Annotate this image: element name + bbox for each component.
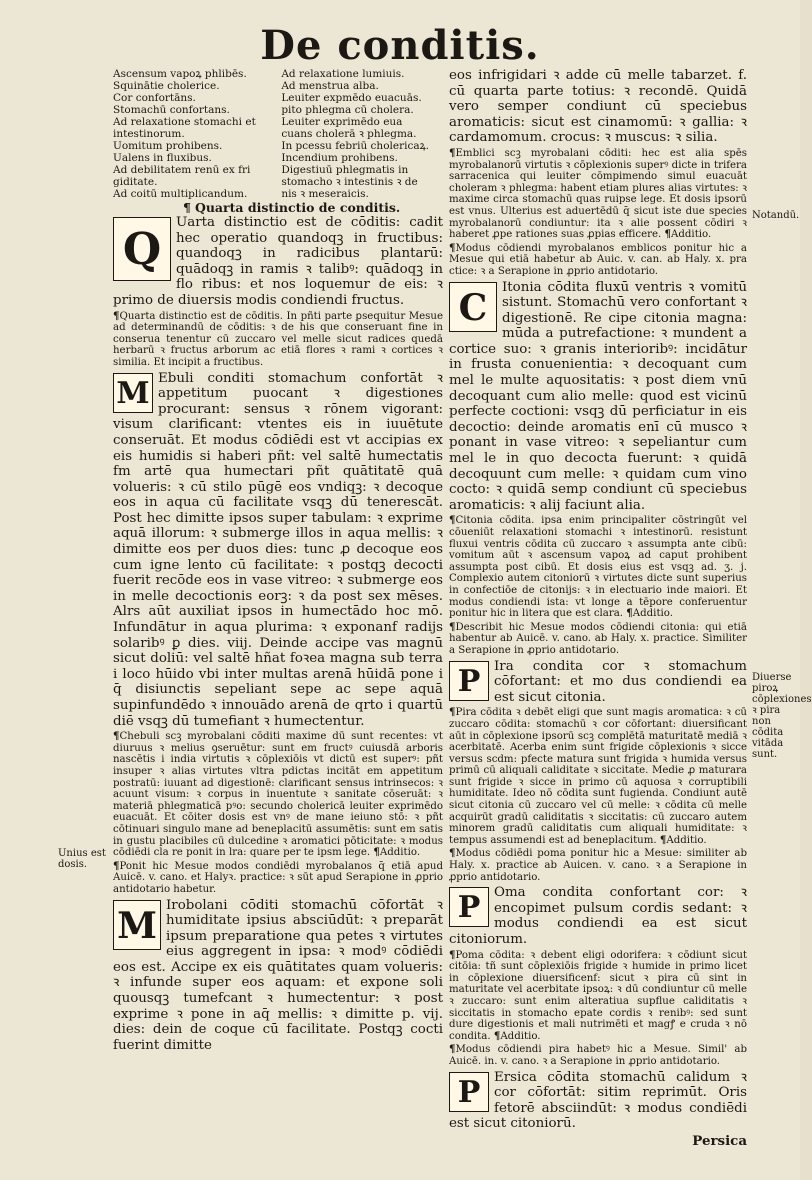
margin-note-left: Unius est dosis. xyxy=(58,848,106,870)
pilcrow-icon: ¶ xyxy=(659,833,667,846)
dropcap-p: P xyxy=(449,661,489,701)
commentary: ¶Describit hic Mesue modos cōdiendi citonia: qui etiā habentur ab Auicē. v. cano. ab Haly. x. practice. Similiter a Serapione in ꝓprio antidotario. xyxy=(449,620,747,656)
pilcrow-icon: ¶ xyxy=(183,200,191,215)
margin-note-right-mid: Diuerse piroꝝ cōplexiones ꝛ pira non cōdita vitāda sunt. xyxy=(752,672,812,760)
pilcrow-icon: ¶ xyxy=(449,241,456,254)
dropcap-my: M xyxy=(113,900,161,950)
pilcrow-icon: ¶ xyxy=(449,706,456,719)
paragraph: P Oma condita confortant cor: ꝛ encopimet pulsum cordis sedant: ꝛ modus condiendi ea est sicut citoniorum. xyxy=(449,885,747,947)
pilcrow-icon: ¶ xyxy=(113,730,120,743)
paragraph: Q Uarta distinctio est de cōditis: cadit hec operatio quandoqꝫ in fructibus: quandoqꝫ in radicibus plantarū: quādoqꝫ in ramis ꝛ talibꝰ: quādoqꝫ in flo ribus: et nos loquemur de eis: ꝛ primo de diuersis modis condiendi fructus. xyxy=(113,215,443,308)
index-row: Ad coitū multiplicandum. nis ꝛ meseraicis. xyxy=(113,188,369,200)
catchword: Persica xyxy=(692,1132,747,1149)
pilcrow-icon: ¶ xyxy=(493,1029,501,1042)
paragraph: C Itonia cōdita fluxū ventris ꝛ vomitū sistunt. Stomachū vero confortant ꝛ digestionē. Re cipe citonia magna: mūda a putrefactione: ꝛ mundent a cortice suo: ꝛ granis interioribꝰ: incidātur in frusta conuenientia: ꝛ decoquant cum mel le multe aquositatis: ꝛ post diem vnū decoquant cum alio melle: quod est vicinū perfecte coctioni: vsqꝫ dū perficiatur in eis decoctio: deinde aromatis enī cū musco ꝛ ponant in vase vitreo: ꝛ sepeliantur cum mel le in quo decocta fuerunt: ꝛ quidā decoquunt cum melle: ꝛ quidam cum vino cocto: ꝛ quidā semp condiunt cū speciebus aromaticis: ꝛ alij faciunt alia. xyxy=(449,279,747,513)
dropcap-m: M xyxy=(113,373,153,413)
dropcap-po: P xyxy=(449,887,489,927)
commentary: ¶Citonia cōdita. ipsa enim principaliter cōstringūt vel cōueniūt relaxationi stomachi ꝛ intestinorū. resistunt fluxui ventris cōdita cū zuccaro ꝛ assumpta ante cibū: vomitum aūt ꝛ ascensum vapoꝝ ad caput prohibent assumpta post cibū. Et dosis eius est vsqꝫ ad. ʒ. j. Complexio autem citoniorū ꝛ virtutes dicte sunt superius in confectiōe de citonijs: ꝛ in electuario inde maiori. Et modus condiendi ista: vt longe a tēpore conferuentur ponitur hic in litera que est clara. ¶Additio. xyxy=(449,514,747,620)
commentary: ¶Pira cōdita ꝛ debēt eligi que sunt magis aromatica: ꝛ cū zuccaro cōdita: stomachū ꝛ cor cōfortant: diuersificant aūt in cōplexione ipsorū scꝫ complētā maturitatē mediā ꝛ acerbitatē. Acerba enim sunt frigide cōplexionis ꝛ sicce versus scdm: pfecte matura sunt frigida ꝛ humida versus primū cū aliquali caliditate ꝛ siccitate. Medie ꝓ maturara sunt frigide ꝛ sicce in primo cū aquosa ꝛ corruptibili humiditate. Ideo nō cōdita sunt fugienda. Condiunt autē sicut citonia cū zuccaro vel cū melle: ꝛ cōdita cū melle acquirūt gradū caliditatis ꝛ siccitatis: cū zuccaro autem minorem gradū caliditatis cum aliquali humiditate: ꝛ tempus assumendi est ad beneplacitum. ¶Additio. xyxy=(449,706,747,846)
commentary: ¶Chebuli scꝫ myrobalani cōditi maxime dū sunt recentes: vt diuruus ꝛ melius ꝯseruētur: sunt em fructꝰ cuiusdā arboris nascētis i india virtutis ꝛ cōplexiōis vt dictū est superꝰ: pñt insuper ꝛ alias virtutes vltra pdictas incitāt em appetitum postratū: iuuant ad digestionē: clarificant sensus intrinsecos: ꝛ acuunt visum: ꝛ corpus in inuentute ꝛ sanitate cōseruāt: ꝛ materiā phlegmaticā pꝰo: secundo cholericā leuiter exprimēdo euacuāt. Et cōiter dosis est vnꝰ de mane ieiuno stō: ꝛ pñt cōtinuari singulo mane ad beneplacitū assumētis: sunt em satis in gustu placibiles cū dulcedine ꝛ aromatici pōticitate: ꝛ modus cōdiēdi cla re ponit in lra: quare per te ipsm lege. ¶Additio. xyxy=(113,730,443,859)
dropcap-c: C xyxy=(449,282,497,332)
index-row: Ad debilitatem renū ex fri Digestiuū phlegmatis in xyxy=(113,164,409,176)
pilcrow-icon: ¶ xyxy=(449,514,456,527)
paragraph: M Ebuli conditi stomachum confortāt ꝛ appetitum puocant ꝛ digestiones procurant: sensus ꝛ rōnem vigorant: visum clarificant: vtentes eis in iuuētute conseruāt. Et modus cōdiēdi est vt accipias ex eis humidis si haberi pñt: vel saltē humectatis fm artē qua humectari pñt quātitatē quā volueris: ꝛ cū stilo pūgē eos vndiqꝫ: ꝛ decoque eos in aqua cū facilitate vsqꝫ dū tenerescāt. Post hec dimitte ipsos super tabulam: ꝛ exprime aquā illorum: ꝛ submerge illos in aqua mellis: ꝛ dimitte eos per duos dies: tunc ꝓ decoque eos cum igne lento cū facilitate: ꝛ postqꝫ decocti fuerit recōde eos in vase vitreo: ꝛ submerge eos in melle decoctionis eorꝫ: ꝛ da post sex mēses. Alrs aūt auxiliat ipsos in humectādo hoc mō. Infundātur in aqua plurima: ꝛ exponanf radijs solaribꝰ ꝑ dies. viij. Deinde accipe vas magnū sicut doliū: vel saltē hñat foꝛea magna sub terra i loco hūido vbi inter multas arenā hūidā pone i q̄ disiunctis sepeliant sepe ac sepe aquā supinfundēdo ꝛ innouādo arenā de qrto i quartū diē vsqꝫ dū tumefiant ꝛ humectentur. xyxy=(113,370,443,729)
right-column xyxy=(449,68,747,1176)
paragraph: M Irobolani cōditi stomachū cōfortāt ꝛ humiditate ipsius absciūdūt: ꝛ preparāt ipsum preparatione qua petes ꝛ virtutes eius aggregent in ipsa: ꝛ modꝰ cōdiēdi eos est. Accipe ex eis quātitates quam volueris: ꝛ infunde super eos aquam: et expone soli quousqꝫ tumefcant ꝛ humectentur: ꝛ post exprime ꝛ pone in aq̄ mellis: ꝛ dimitte p. vij. dies: dein de coque cū facilitate. Postqꝫ cocti fuerint dimitte xyxy=(113,897,443,1053)
pilcrow-icon: ¶ xyxy=(449,620,456,633)
commentary: ¶Poma cōdita: ꝛ debent eligi odorifera: ꝛ cōdiunt sicut citōia: tñ sunt cōplexiōis frigide ꝛ humide in primo licet in cōplexione diuersificenf: sicut ꝛ pira cū sint in maturitate vel acerbitate ipsoꝝ: ꝛ dū condiuntur cū melle ꝛ zuccaro: sunt enim alteratiua supflue caliditatis ꝛ siccitatis in stomacho epate cordis ꝛ renibꝰ: sed sunt dure digestionis et mali nutrimēti et magꝭ e cruda ꝛ nō condita. ¶Additio. xyxy=(449,948,747,1042)
commentary: ¶Emblici scꝫ myrobalani cōditi: hec est alia spēs myrobalanorū virtutis ꝛ cōplexionis superꝰ dicte in trifera sarracenica qui leuiter cōmpimendo simul euacuāt choleram ꝛ phlegma: habent etiam plures alias virtutes: ꝛ maxime circa stomachū quas ruipse lege. Et dosis ipsorū est vnus. Ulterius est aduertēdū q̄ sicut iste due species myrobalanorū condiuntur: ita ꝛ alie possent cōdiri ꝛ haberet ꝓpe rationes suas ꝓpias efficere. ¶Additio. xyxy=(449,146,747,241)
commentary: ¶Modus cōdiēdi poma ponitur hic a Mesue: similiter ab Haly. x. practice ab Auicen. v. cano. ꝛ a Serapione in ꝓprio antidotario. xyxy=(449,847,747,883)
index-row: Stomachū confortans. pito phlegma cū cholera. xyxy=(113,104,414,116)
paragraph: P Ersica cōdita stomachū calidum ꝛ cor cōfortāt: sitim reprimūt. Oris fetorē absciindūt: ꝛ modus condiēdi est sicut citoniorū. xyxy=(449,1069,747,1132)
section-heading: ¶ Quarta distinctio de conditis. xyxy=(183,200,401,215)
commentary: ¶Quarta distinctio est de cōditis. In pñti parte ꝑsequitur Mesue ad determinandū de cōditis: ꝛ de his que conseruant fine in conserua tenentur cū zuccaro vel melle sicut radices quedā herbarū ꝛ fructus arborum ac etiā flores ꝛ rami ꝛ cortices ꝛ similia. Et incipit a fructibus. xyxy=(113,309,443,368)
pilcrow-icon: ¶ xyxy=(449,847,456,860)
index-list xyxy=(113,68,443,200)
index-row: Uomitum prohibens. In pcessu febriū cholericaꝝ. xyxy=(113,140,430,152)
paragraph: P Ira condita cor ꝛ stomachum cōfortant: et mo dus condiendi ea est sicut citonia. xyxy=(449,659,747,706)
pilcrow-icon: ¶ xyxy=(449,948,456,961)
margin-note-right-top: Notandū. xyxy=(752,210,800,221)
index-row: Cor confortāns. Leuiter expmēdo euacuās. xyxy=(113,92,422,104)
pilcrow-icon: ¶ xyxy=(113,309,120,322)
left-column xyxy=(113,68,443,1176)
index-row: Ad relaxatione stomachi et Leuiter exprimēdo eua xyxy=(113,116,403,128)
index-row: Ualens in fluxibus. Incendium prohibens. xyxy=(113,152,398,164)
commentary: ¶Modus cōdiendi myrobalanos emblicos ponitur hic a Mesue qui etiā habetur ab Auic. v. can. ab Haly. x. pra ctice: ꝛ a Serapione in ꝓprio antidotario. xyxy=(449,241,747,277)
pilcrow-icon: ¶ xyxy=(373,846,380,859)
index-row: intestinorum. cuans cholerā ꝛ phlegma. xyxy=(113,128,417,140)
page-title: De conditis. xyxy=(260,22,540,69)
pilcrow-icon: ¶ xyxy=(626,607,633,620)
index-row: Ascensum vapoꝝ phlibēs. Ad relaxatione lumiuis. xyxy=(113,68,405,80)
commentary: ¶Ponit hic Mesue modos condiēdi myrobalanos q̄ etiā apud Auicē. v. cano. et Halyꝛ. practice: ꝛ sūt apud Serapione in ꝓprio antidotario habetur. xyxy=(113,859,443,895)
paragraph: eos infrigidari ꝛ adde cū melle tabarzet. f. cū quarta parte totius: ꝛ recondē. Quidā vero semper condiunt cū speciebus aromaticis: sicut est cinamomū: ꝛ gallia: ꝛ cardamomum. crocus: ꝛ muscus: ꝛ silia. xyxy=(449,68,747,146)
dropcap-pe: P xyxy=(449,1072,489,1112)
index-row: Squinātie cholerice. Ad menstrua alba. xyxy=(113,80,379,92)
pilcrow-icon: ¶ xyxy=(449,146,456,159)
index-row: giditate. stomacho ꝛ intestinis ꝛ de xyxy=(113,176,418,188)
pilcrow-icon: ¶ xyxy=(113,859,120,872)
pilcrow-icon: ¶ xyxy=(664,228,672,241)
pilcrow-icon: ¶ xyxy=(449,1043,456,1056)
commentary: ¶Modus cōdiendi pira habetꝰ hic a Mesue. Simil' ab Auicē. in. v. cano. ꝛ a Serapione in ꝓprio antidotario. xyxy=(449,1043,747,1067)
dropcap-q: Q xyxy=(113,217,171,281)
